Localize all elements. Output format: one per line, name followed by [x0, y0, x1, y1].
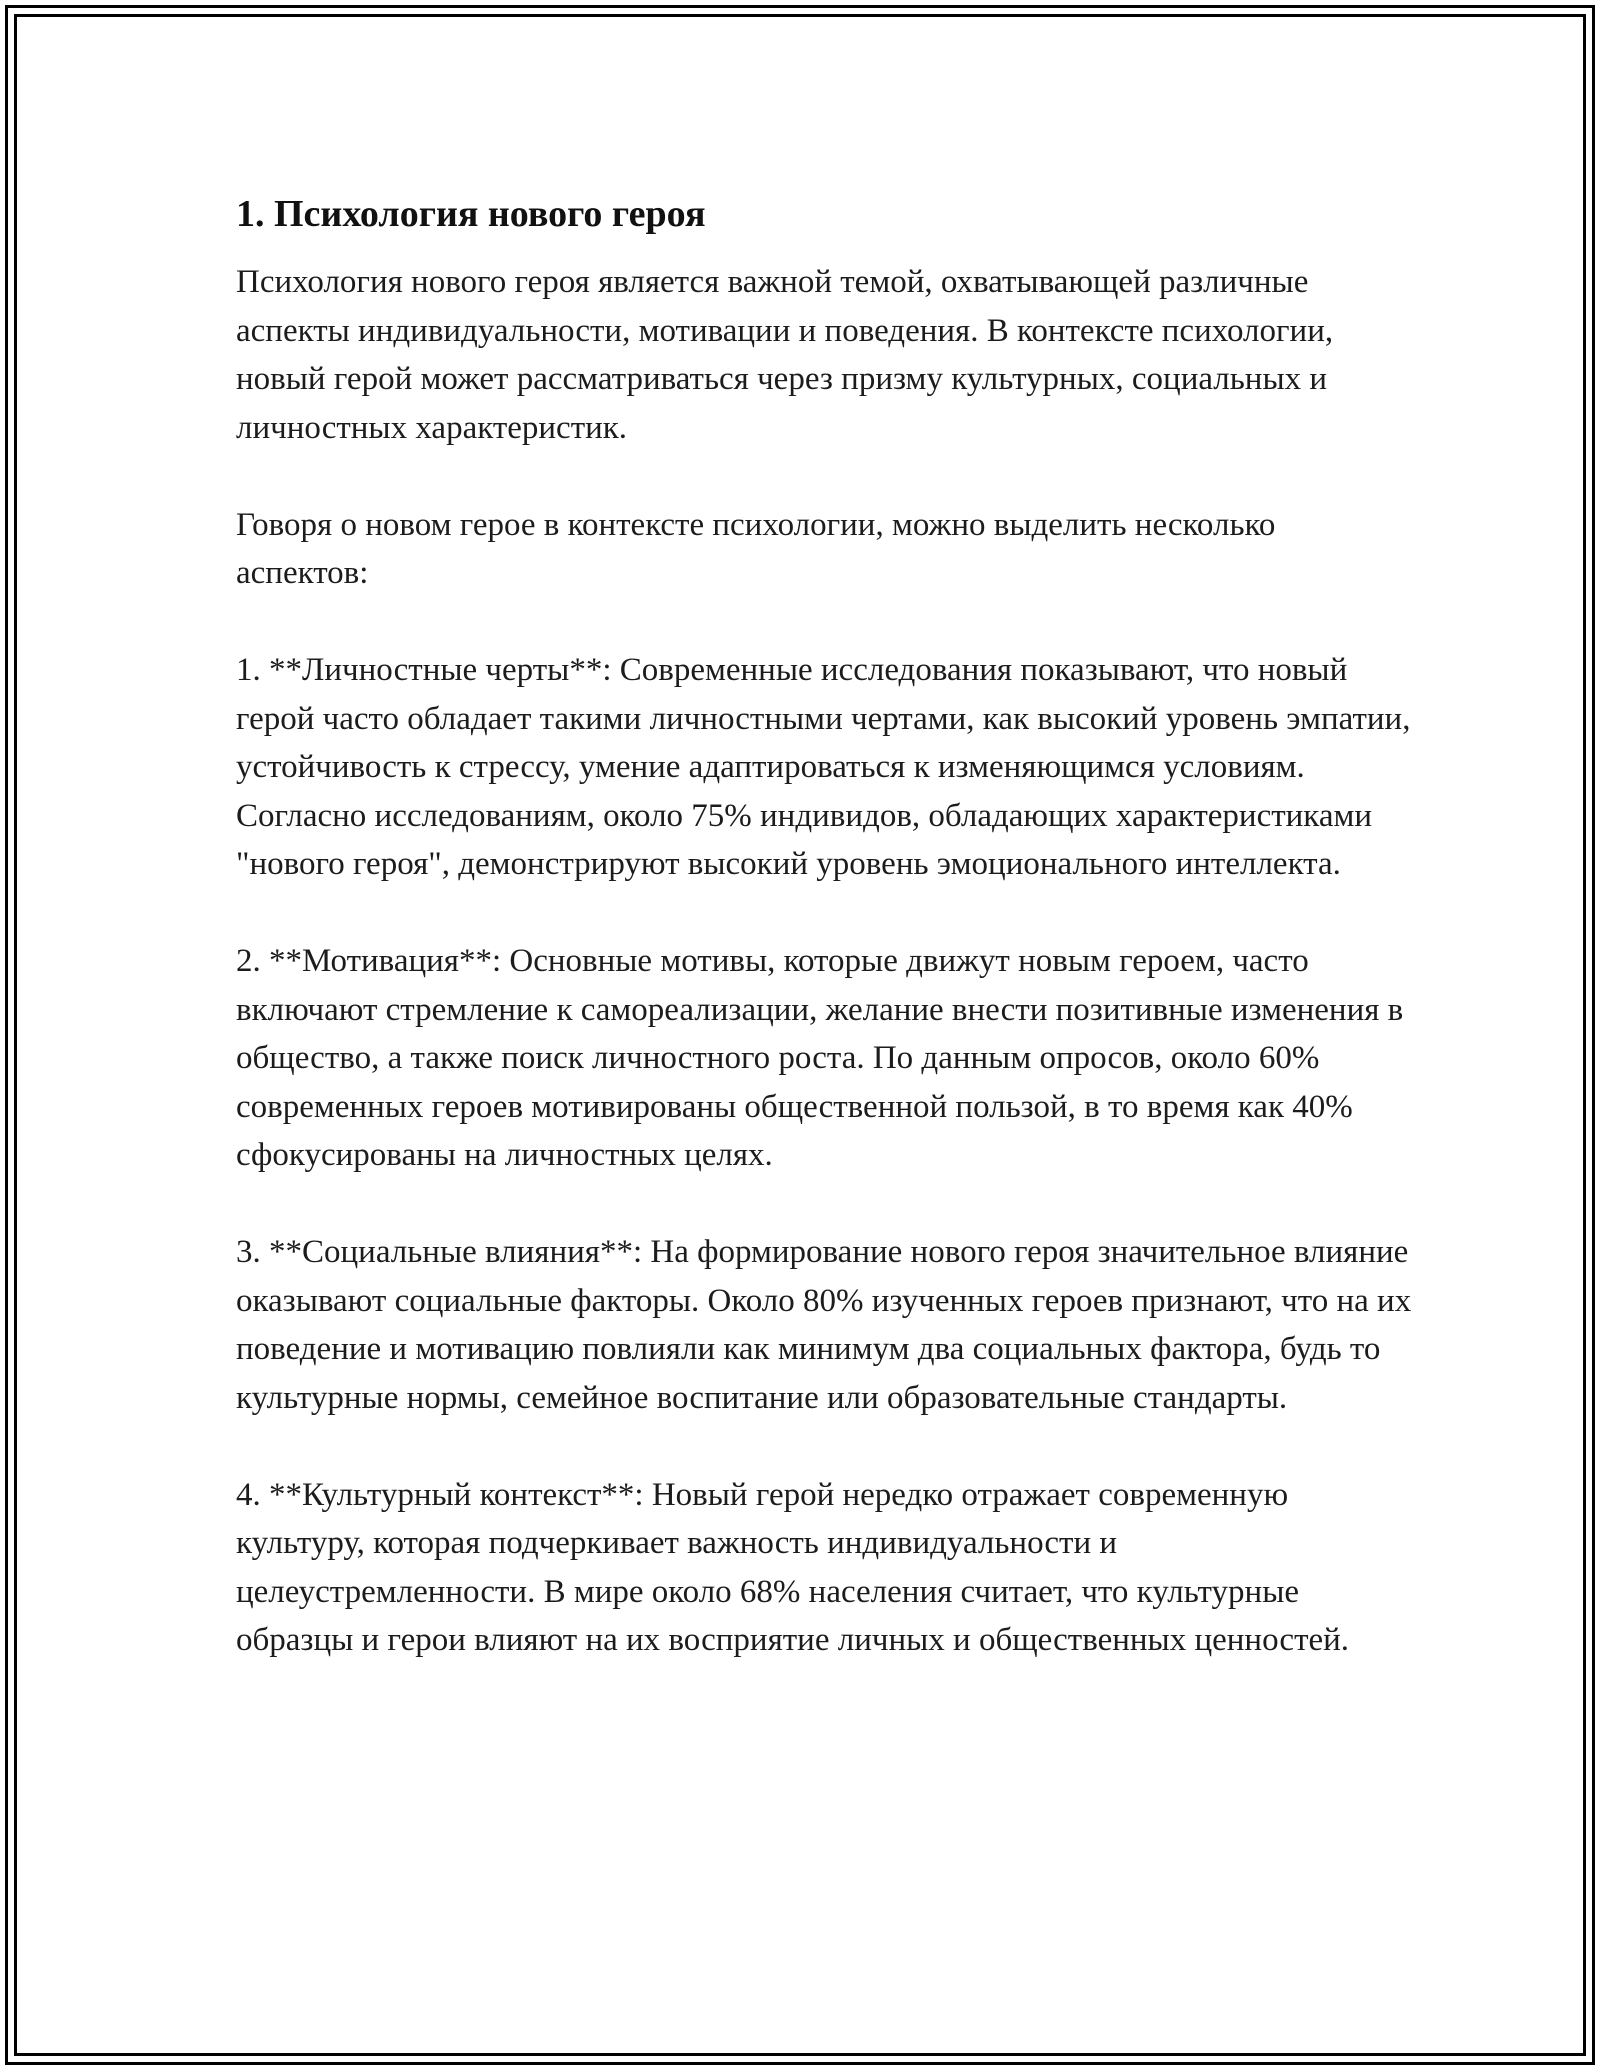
paragraph-cultural-context: 4. **Культурный контекст**: Новый герой нередко отражает современную культуру, которая подчеркивает важность индивидуальности и целеустремленности. В мире около 68% населения считает, что культурные образцы и герои влияют на их восприятие личных и общественных ценностей.: [236, 1476, 1350, 1658]
paragraph-personality-traits: 1. **Личностные черты**: Современные исследования показывают, что новый герой часто обладает такими личностными чертами, как высокий уровень эмпатии, устойчивость к стрессу, умение адаптироваться к изменяющимся условиям. Согласно исследованиям, около 75% индивидов, обладающих характеристиками "нового героя", демонстрируют высокий уровень эмоционального интеллекта.: [236, 652, 1411, 882]
paragraph-aspects-lead: Говоря о новом герое в контексте психологии, можно выделить несколько аспектов:: [236, 506, 1276, 591]
section-heading: 1. Психология нового героя: [236, 193, 706, 235]
paragraph-social-influences: 3. **Социальные влияния**: На формирование нового героя значительное влияние оказывают социальные факторы. Около 80% изученных героев признают, что на их поведение и мотивацию повлияли как минимум два социальных фактора, будь то культурные нормы, семейное воспитание или образовательные стандарты.: [236, 1234, 1412, 1416]
document-body: [236, 188, 1416, 1665]
paragraph-intro: Психология нового героя является важной темой, охватывающей различные аспекты индивидуальности, мотивации и поведения. В контексте психологии, новый герой может рассматриваться через призму культурных, социальных и личностных характеристик.: [236, 264, 1334, 446]
paragraph-motivation: 2. **Мотивация**: Основные мотивы, которые движут новым героем, часто включают стремление к самореализации, желание внести позитивные изменения в общество, а также поиск личностного роста. По данным опросов, около 60% современных героев мотивированы общественной пользой, в то время как 40% сфокусированы на личностных целях.: [236, 943, 1404, 1173]
